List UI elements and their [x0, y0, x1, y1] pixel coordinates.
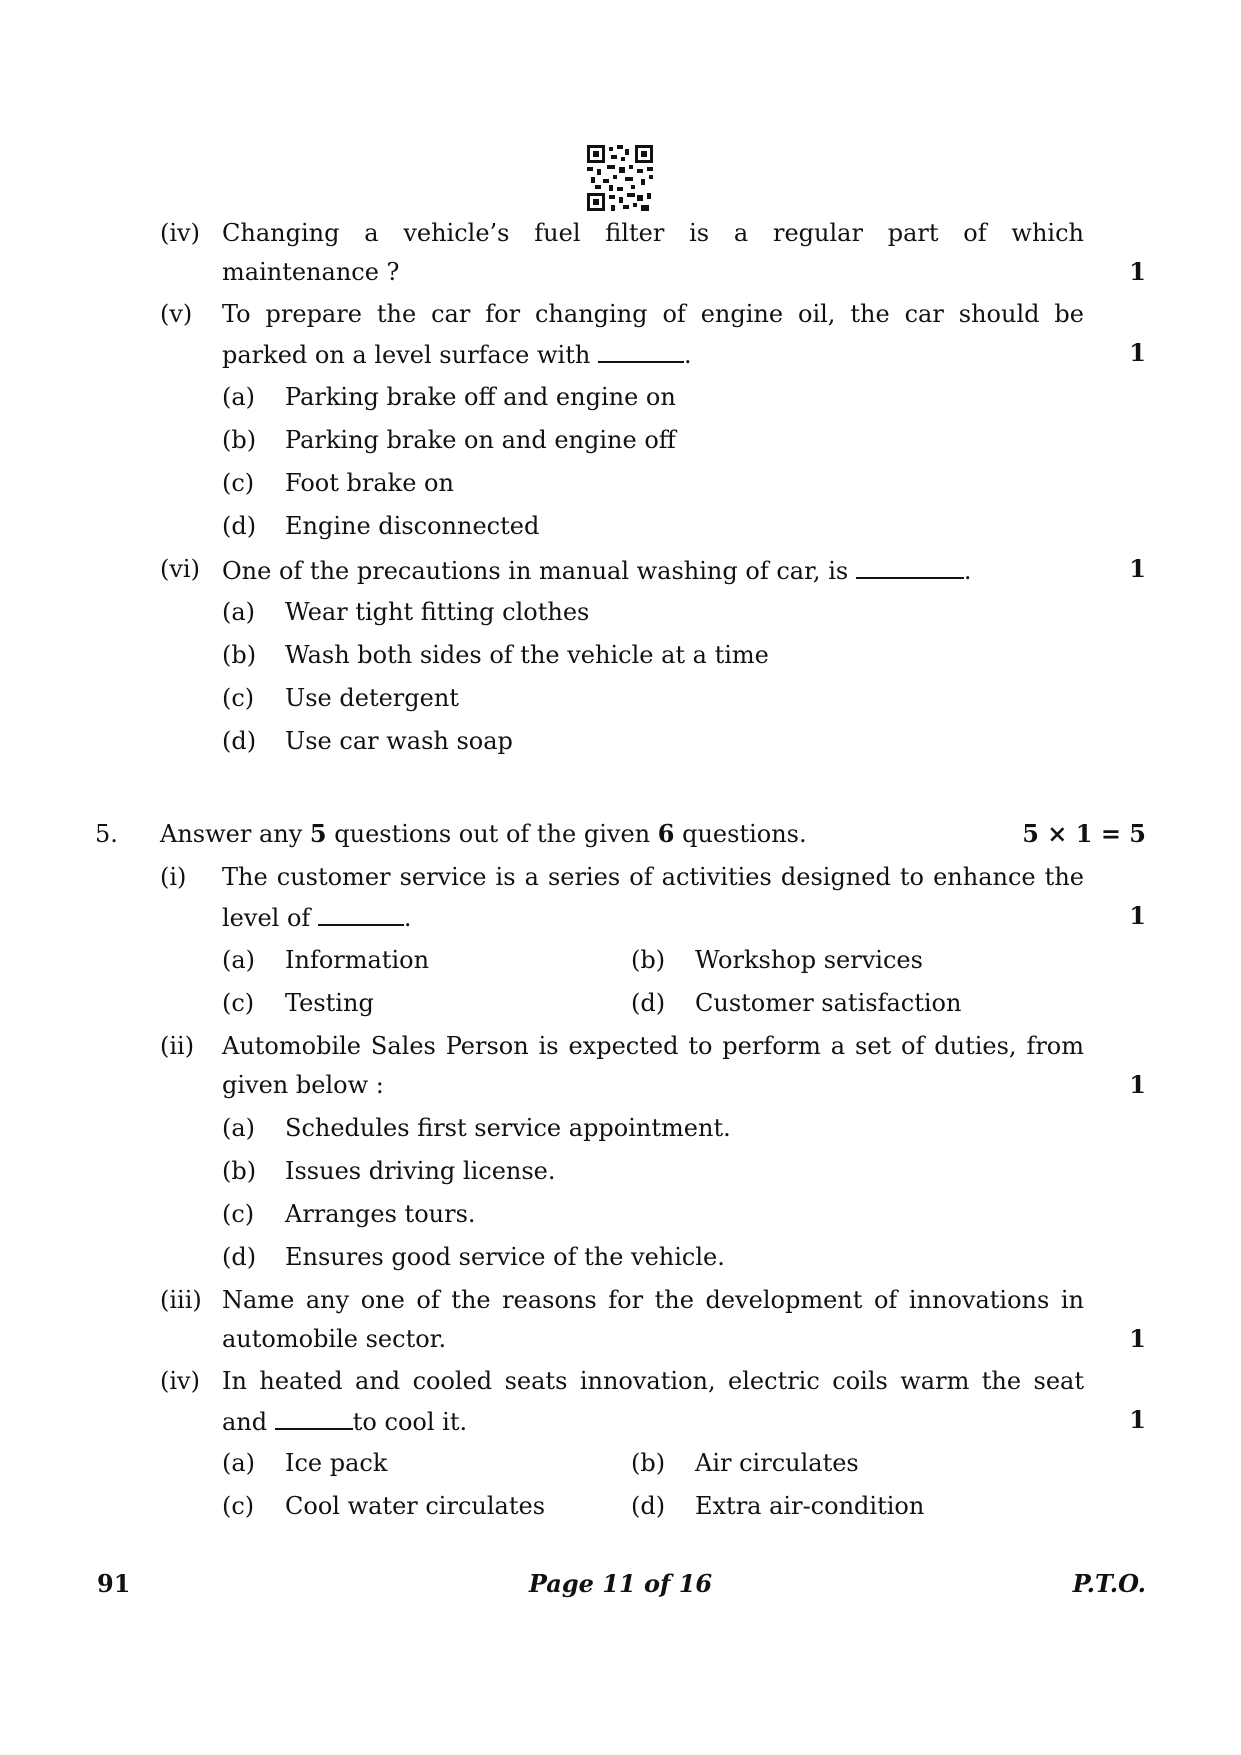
text-segment: to cool it.	[352, 1408, 468, 1436]
marks-label: 1	[1129, 1405, 1146, 1434]
option-text: Ice pack	[285, 1449, 388, 1477]
question-text-line: automobile sector.	[222, 1325, 447, 1353]
question-number: (vi)	[160, 555, 200, 583]
answer-blank	[598, 341, 684, 363]
option-label: (a)	[222, 1114, 256, 1142]
option-label: (d)	[222, 1243, 257, 1271]
text-segment: Answer any	[160, 820, 303, 848]
count-number: 5	[309, 819, 327, 848]
option-text: Engine disconnected	[285, 512, 540, 540]
option-text: Parking brake on and engine off	[285, 426, 676, 454]
answer-blank	[856, 557, 964, 579]
option-label: (a)	[222, 1449, 256, 1477]
option-label: (c)	[222, 1492, 255, 1520]
paper-code: 91	[97, 1569, 131, 1598]
answer-blank	[318, 904, 404, 926]
option-text: Issues driving license.	[285, 1157, 556, 1185]
marks-label: 1	[1129, 338, 1146, 367]
option-label: (d)	[631, 989, 666, 1017]
option-label: (c)	[222, 989, 255, 1017]
text-segment: questions.	[682, 820, 807, 848]
option-text: Schedules first service appointment.	[285, 1114, 731, 1142]
option-text: Wear tight fitting clothes	[285, 598, 590, 626]
option-label: (c)	[222, 1200, 255, 1228]
question-text-line: To prepare the car for changing of engine oil, the car should be	[222, 300, 1084, 328]
please-turn-over: P.T.O.	[1072, 1569, 1146, 1598]
option-text: Testing	[285, 989, 374, 1017]
question-number: (iii)	[160, 1286, 202, 1314]
marks-label: 1	[1129, 1070, 1146, 1099]
text-segment: .	[963, 557, 972, 585]
marks-label: 1	[1129, 1324, 1146, 1353]
question-number: 5.	[95, 820, 118, 848]
qr-code-icon	[587, 145, 653, 211]
count-number: 6	[657, 819, 675, 848]
option-text: Extra air-condition	[695, 1492, 925, 1520]
option-label: (b)	[222, 1157, 257, 1185]
question-text-line: Automobile Sales Person is expected to perform a set of duties, from	[222, 1032, 1084, 1060]
question-text-line: given below :	[222, 1071, 384, 1099]
text-segment: level of	[222, 904, 311, 932]
option-text: Workshop services	[695, 946, 923, 974]
option-text: Arranges tours.	[285, 1200, 476, 1228]
option-text: Wash both sides of the vehicle at a time	[285, 641, 769, 669]
text-segment: One of the precautions in manual washing of car, is	[222, 557, 849, 585]
text-segment: .	[403, 904, 412, 932]
marks-label: 1	[1129, 554, 1146, 583]
text-segment: parked on a level surface with	[222, 341, 591, 369]
option-text: Air circulates	[695, 1449, 859, 1477]
option-label: (b)	[222, 426, 257, 454]
question-text-line: Changing a vehicle’s fuel filter is a regular part of which	[222, 219, 1084, 247]
question-text-line	[222, 904, 1084, 930]
option-text: Parking brake off and engine on	[285, 383, 676, 411]
option-label: (a)	[222, 598, 256, 626]
question-number: (ii)	[160, 1032, 195, 1060]
page-number: Page 11 of 16	[528, 1569, 713, 1598]
option-text: Ensures good service of the vehicle.	[285, 1243, 725, 1271]
question-text-line	[222, 1408, 1084, 1434]
text-segment: and	[222, 1408, 268, 1436]
option-text: Cool water circulates	[285, 1492, 546, 1520]
answer-blank	[275, 1408, 353, 1430]
question-number: (i)	[160, 863, 187, 891]
question-text-line: Name any one of the reasons for the development of innovations in	[222, 1286, 1084, 1314]
option-label: (c)	[222, 684, 255, 712]
question-instruction	[160, 819, 807, 848]
question-text-line	[222, 341, 1084, 367]
option-label: (c)	[222, 469, 255, 497]
marks-label: 1	[1129, 257, 1146, 286]
question-text-line: In heated and cooled seats innovation, electric coils warm the seat	[222, 1367, 1084, 1395]
question-text-line: maintenance ?	[222, 258, 400, 286]
marks-label: 1	[1129, 901, 1146, 930]
option-label: (d)	[222, 512, 257, 540]
question-text-line: The customer service is a series of activities designed to enhance the	[222, 863, 1084, 891]
option-label: (a)	[222, 946, 256, 974]
text-segment: .	[683, 341, 692, 369]
option-text: Use car wash soap	[285, 727, 513, 755]
text-segment: questions out of the given	[334, 820, 651, 848]
option-label: (d)	[631, 1492, 666, 1520]
option-label: (b)	[631, 1449, 666, 1477]
question-number: (iv)	[160, 1367, 200, 1395]
option-label: (a)	[222, 383, 256, 411]
option-text: Customer satisfaction	[695, 989, 962, 1017]
option-label: (d)	[222, 727, 257, 755]
option-text: Use detergent	[285, 684, 459, 712]
option-text: Information	[285, 946, 430, 974]
question-number: (v)	[160, 300, 193, 328]
question-text-line	[222, 557, 971, 583]
option-label: (b)	[222, 641, 257, 669]
option-text: Foot brake on	[285, 469, 454, 497]
question-number: (iv)	[160, 219, 200, 247]
total-marks-label: 5 × 1 = 5	[1022, 819, 1146, 848]
option-label: (b)	[631, 946, 666, 974]
